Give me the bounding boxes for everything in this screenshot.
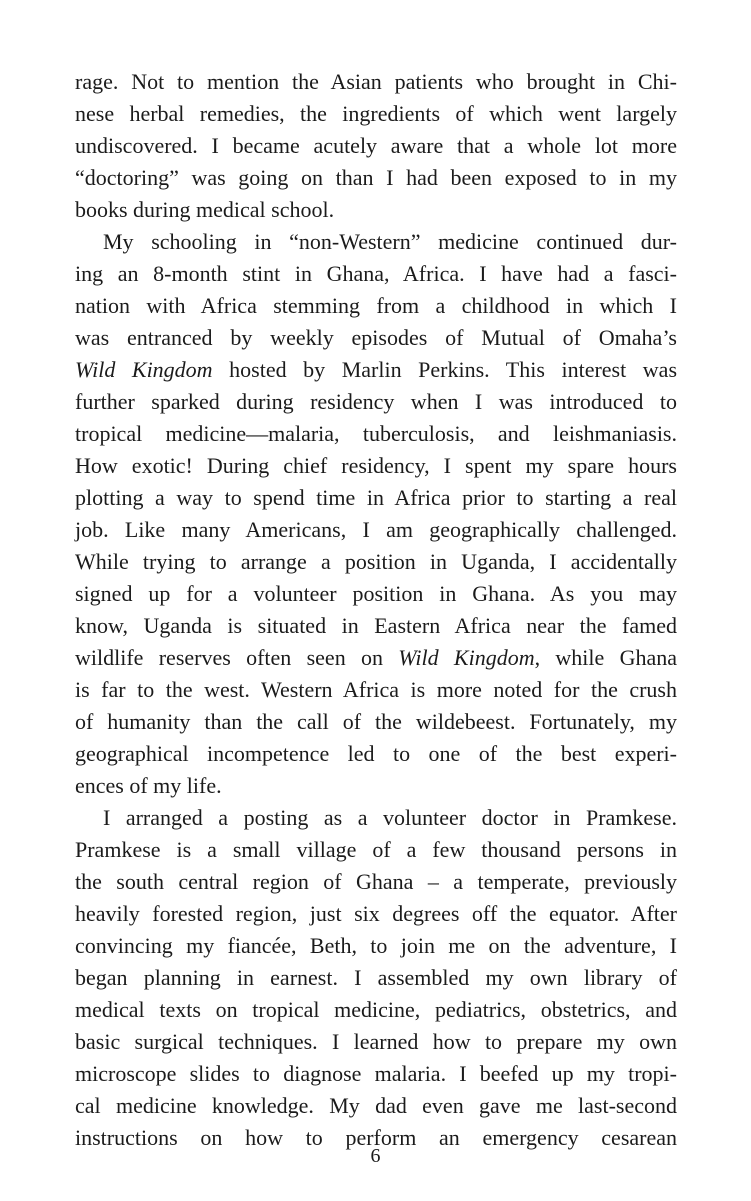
text-line	[75, 258, 677, 290]
text-run: How exotic! During chief residency, I spent my spare hours	[75, 453, 677, 478]
text-line	[75, 1090, 677, 1122]
text-run: ing an 8-month stint in Ghana, Africa. I have had a fasci-	[75, 261, 677, 286]
text-run: signed up for a volunteer position in Ghana. As you may	[75, 581, 677, 606]
text-run: geographical incompetence led to one of the best experi-	[75, 741, 677, 766]
text-run: plotting a way to spend time in Africa prior to starting a real	[75, 485, 677, 510]
text-line	[75, 386, 677, 418]
text-run: nation with Africa stemming from a childhood in which I	[75, 293, 677, 318]
text-line	[75, 162, 677, 194]
text-run: basic surgical techniques. I learned how to prepare my own	[75, 1029, 677, 1054]
text-run: While trying to arrange a position in Uganda, I accidentally	[75, 549, 677, 574]
text-line	[75, 354, 677, 386]
text-run: , while Ghana	[534, 645, 678, 670]
text-run: books during medical school.	[75, 197, 335, 222]
text-run: Pramkese is a small village of a few thousand persons in	[75, 837, 677, 862]
text-run: of humanity than the call of the wildebeest. Fortunately, my	[75, 709, 677, 734]
text-run: nese herbal remedies, the ingredients of which went largely	[75, 101, 677, 126]
text-line	[75, 482, 677, 514]
text-line	[75, 738, 677, 770]
text-run: wildlife reserves often seen on	[75, 645, 399, 670]
text-line	[75, 770, 677, 802]
text-run: further sparked during residency when I was introduced to	[75, 389, 677, 414]
text-run: I arranged a posting as a volunteer doctor in Pramkese.	[103, 805, 677, 830]
text-line	[75, 930, 677, 962]
text-run: cal medicine knowledge. My dad even gave me last-second	[75, 1093, 677, 1118]
text-line	[75, 610, 677, 642]
text-run: My schooling in “non-Western” medicine continued dur-	[103, 229, 677, 254]
text-line	[75, 1058, 677, 1090]
text-line	[75, 322, 677, 354]
italic-book-title: Wild Kingdom	[398, 645, 535, 670]
text-line	[75, 578, 677, 610]
text-line	[75, 1026, 677, 1058]
text-line	[75, 674, 677, 706]
text-line	[75, 130, 677, 162]
text-run: the south central region of Ghana – a temperate, previously	[75, 869, 677, 894]
text-line	[75, 98, 677, 130]
text-run: undiscovered. I became acutely aware that a whole lot more	[75, 133, 677, 158]
text-run: heavily forested region, just six degrees off the equator. After	[75, 901, 677, 926]
text-block	[75, 66, 677, 1154]
text-run: tropical medicine—malaria, tuberculosis, and leishmaniasis.	[75, 421, 677, 446]
text-run: is far to the west. Western Africa is more noted for the crush	[75, 677, 677, 702]
text-line	[75, 450, 677, 482]
text-run: rage. Not to mention the Asian patients who brought in Chi-	[75, 69, 677, 94]
text-run: microscope slides to diagnose malaria. I beefed up my tropi-	[75, 1061, 677, 1086]
text-line	[75, 546, 677, 578]
text-line	[75, 290, 677, 322]
text-run: hosted by Marlin Perkins. This interest was	[212, 357, 677, 382]
text-line	[75, 418, 677, 450]
text-run: was entranced by weekly episodes of Mutual of Omaha’s	[75, 325, 677, 350]
text-line	[75, 802, 677, 834]
page-number: 6	[370, 1145, 381, 1167]
text-line	[75, 642, 677, 674]
text-line	[75, 66, 677, 98]
text-run: “doctoring” was going on than I had been exposed to in my	[75, 165, 677, 190]
text-line	[75, 834, 677, 866]
text-line	[75, 194, 677, 226]
text-run: instructions on how to perform an emergency cesarean	[75, 1125, 677, 1150]
text-line	[75, 226, 677, 258]
text-run: ences of my life.	[75, 773, 222, 798]
text-run: medical texts on tropical medicine, pediatrics, obstetrics, and	[75, 997, 677, 1022]
text-run: job. Like many Americans, I am geographically challenged.	[75, 517, 677, 542]
text-line	[75, 962, 677, 994]
text-line	[75, 866, 677, 898]
text-run: convincing my fiancée, Beth, to join me on the adventure, I	[75, 933, 677, 958]
text-line	[75, 514, 677, 546]
text-line	[75, 994, 677, 1026]
italic-book-title: Wild Kingdom	[75, 357, 213, 382]
text-run: began planning in earnest. I assembled my own library of	[75, 965, 677, 990]
text-run: know, Uganda is situated in Eastern Africa near the famed	[75, 613, 677, 638]
text-line	[75, 898, 677, 930]
text-line	[75, 706, 677, 738]
